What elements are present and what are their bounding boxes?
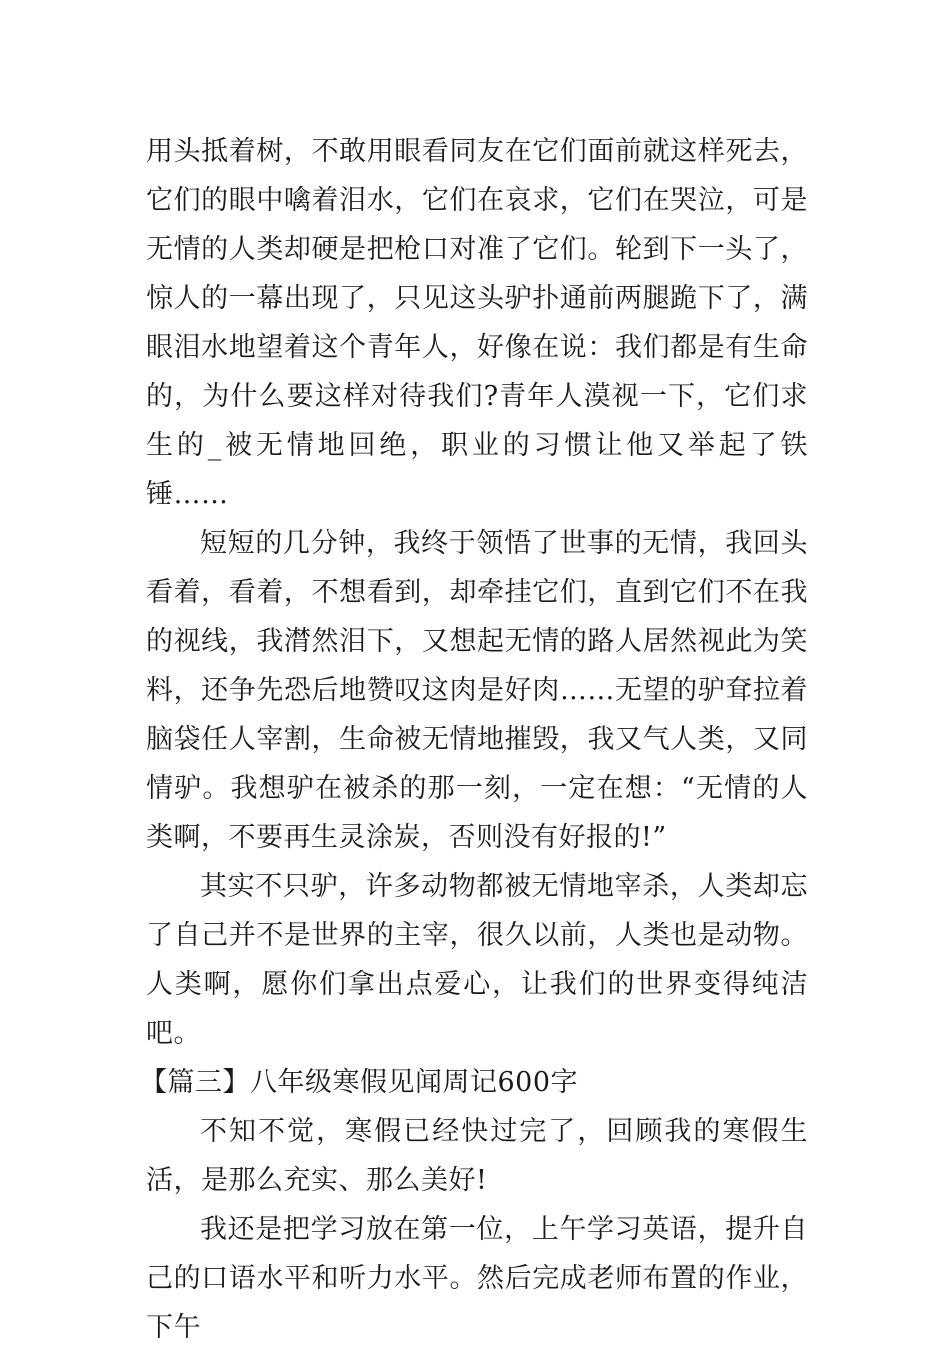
paragraph: 其实不只驴，许多动物都被无情地宰杀，人类却忘了自己并不是世界的主宰，很久以前，人类也是动物。人类啊，愿你们拿出点爱心，让我们的世界变得纯洁吧。 (146, 871, 808, 1049)
paragraph: 不知不觉，寒假已经快过完了，回顾我的寒假生活，是那么充实、那么美好! (146, 1116, 808, 1196)
document-body (140, 127, 808, 1352)
paragraph: 短短的几分钟，我终于领悟了世事的无情，我回头看着，看着，不想看到，却牵挂它们，直到它们不在我的视线，我潸然泪下，又想起无情的路人居然视此为笑料，还争先恐后地赞叹这肉是好肉……无望的驴耷拉着脑袋任人宰割，生命被无情地摧毁，我又气人类，又同情驴。我想驴在被杀的那一刻，一定在想：“无情的人类啊，不要再生灵涂炭，否则没有好报的!” (146, 528, 808, 853)
section-heading: 【篇三】八年级寒假见闻周记600字 (140, 1067, 579, 1098)
paragraph-continued: 用头抵着树，不敢用眼看同友在它们面前就这样死去，它们的眼中噙着泪水，它们在哀求，它们在哭泣，可是无情的人类却硬是把枪口对准了它们。轮到下一头了，惊人的一幕出现了，只见这头驴扑通前两腿跪下了，满眼泪水地望着这个青年人，好像在说：我们都是有生命的，为什么要这样对待我们?青年人漠视一下，它们求生的_被无情地回绝，职业的习惯让他又举起了铁锤…… (146, 136, 808, 510)
paragraph: 我还是把学习放在第一位，上午学习英语，提升自己的口语水平和听力水平。然后完成老师布置的作业，下午 (146, 1214, 808, 1343)
